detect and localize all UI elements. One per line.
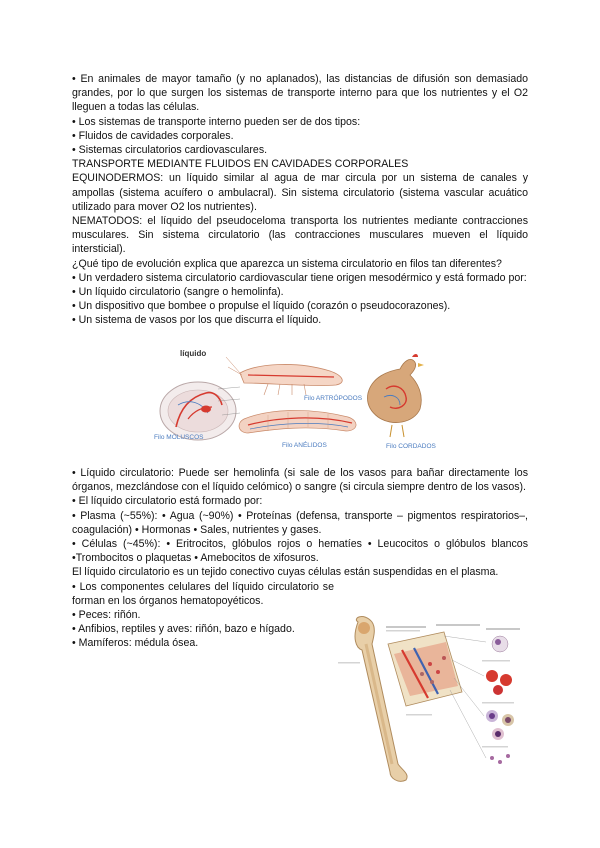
label-artropodos: Filo ARTRÓPODOS bbox=[304, 395, 363, 402]
bullet-vasos: • Un sistema de vasos por los que discurra el líquido. bbox=[72, 314, 322, 327]
label-anelidos: Filo ANÉLIDOS bbox=[282, 442, 327, 449]
paragraph-formado: • El líquido circulatorio está formado por: bbox=[72, 495, 263, 508]
mollusc-illustration bbox=[160, 382, 240, 440]
label-cordados: Filo CORDADOS bbox=[386, 443, 436, 450]
paragraph-question: ¿Qué tipo de evolución explica que aparezca un sistema circulatorio en filos tan diferentes? bbox=[72, 257, 502, 270]
blood-cells-column bbox=[486, 636, 514, 764]
paragraph-liquido-circulatorio: • Líquido circulatorio: Puede ser hemolinfa (si sale de los vasos para bañar directamente los órganos, mezclándose con el líquido celómico) o sangre (si circula siempre dentro de los vasos). bbox=[72, 467, 528, 494]
paragraph-celulas: • Células (~45%): • Eritrocitos, glóbulos rojos o hematíes • Leucocitos o glóbulos blancos •Trombocitos o plaquetas • Amebocitos de xifosuros. bbox=[72, 538, 528, 565]
bullet-dispositivo: • Un dispositivo que bombee o propulse el líquido (corazón o pseudocorazones). bbox=[72, 300, 451, 313]
paragraph-plasma: • Plasma (~55%): • Agua (~90%) • Proteínas (defensa, transporte – pigmentos respiratorios–, coagulación) • Hormonas • Sales, nutrientes y gases. bbox=[72, 509, 528, 536]
text-block-1 bbox=[72, 72, 528, 328]
paragraph-types: • Los sistemas de transporte interno pueden ser de dos tipos: bbox=[72, 115, 361, 128]
bullet-sistemas: • Sistemas circulatorios cardiovasculares. bbox=[72, 144, 268, 157]
paragraph-tejido: El líquido circulatorio es un tejido conectivo cuyas células están suspendidas en el plasma. bbox=[72, 566, 499, 579]
chordate-illustration bbox=[367, 354, 424, 437]
paragraph-verdadero: • Un verdadero sistema circulatorio cardiovascular tiene origen mesodérmico y está formado por: bbox=[72, 271, 527, 284]
arthropod-illustration bbox=[226, 357, 342, 395]
annelid-illustration bbox=[239, 410, 356, 433]
label-moluscos: Filo MOLUSCOS bbox=[154, 434, 204, 441]
paragraph-diffusion: • En animales de mayor tamaño (y no aplanados), las distancias de difusión son demasiado grandes, por lo que surgen los sistemas de transporte interno para que los nutrientes y el O2 lleguen a todas las células. bbox=[72, 73, 528, 114]
marrow-section-illustration bbox=[388, 632, 462, 706]
phyla-circulation-figure bbox=[148, 349, 450, 457]
paragraph-equinodermos: EQUINODERMOS: un líquido similar al agua de mar circula por un sistema de canales y ampollas (sistema acuífero o ambulacral). Sin sistema circulatorio (sistema vascular acuático utilizado para mover O2 los nutrientes). bbox=[72, 172, 528, 213]
bone-marrow-figure bbox=[332, 614, 528, 782]
bullet-anfibios: • Anfibios, reptiles y aves: riñón, bazo e hígado. bbox=[72, 623, 295, 636]
paragraph-nematodos: NEMATODOS: el líquido del pseudoceloma transporta los nutrientes mediante contracciones musculares. Sin sistema circulatorio (las contracciones musculares mueven el líquido intersticial). bbox=[72, 215, 528, 256]
figure-heading: líquido bbox=[180, 349, 207, 358]
section-heading: TRANSPORTE MEDIANTE FLUIDOS EN CAVIDADES CORPORALES bbox=[72, 158, 409, 171]
paragraph-hematopoyeticos: • Los componentes celulares del líquido circulatorio se forman en los órganos hematopoyéticos. bbox=[72, 580, 334, 607]
bullet-liquido: • Un líquido circulatorio (sangre o hemolinfa). bbox=[72, 286, 284, 299]
bullet-mamiferos: • Mamíferos: médula ósea. bbox=[72, 637, 199, 650]
bullet-fluidos: • Fluidos de cavidades corporales. bbox=[72, 129, 234, 142]
bullet-peces: • Peces: riñón. bbox=[72, 609, 141, 622]
